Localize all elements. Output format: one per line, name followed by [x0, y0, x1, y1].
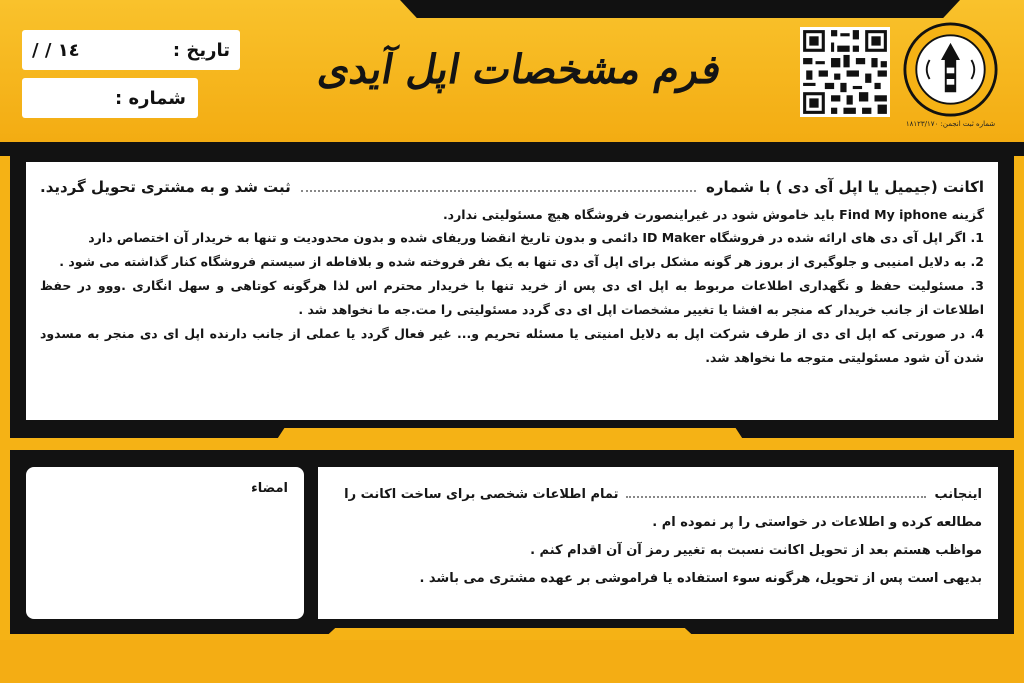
date-value: ١٤ / / — [32, 39, 80, 61]
middle-notch — [270, 428, 750, 450]
declaration-start: اینجانب — [934, 487, 982, 502]
declaration-end: تمام اطلاعات شخصی برای ساخت اکانت را — [344, 487, 619, 502]
date-label: تاریخ : — [172, 39, 230, 61]
declaration-line: مواظب هستم بعد از تحویل اکانت نسبت به تغییر رمز آن آن اقدام کنم . — [530, 543, 982, 558]
declaration-line: مطالعه کرده و اطلاعات در خواستی را پر نموده ام . — [652, 515, 982, 530]
signature-box[interactable] — [26, 467, 304, 619]
declaration-box — [318, 467, 998, 619]
number-field[interactable] — [22, 78, 198, 118]
footer-band — [0, 640, 1024, 683]
account-heading-start: اکانت (جیمیل یا اپل آی دی ) با شماره — [706, 178, 984, 196]
rule-item: 1. اگر اپل آی دی های ارائه شده در فروشگاه ID Maker دائمی و بدون تاریخ انقضا وریفای شده و بدون محدودیت و تنها به خریدار آن اختصاص دارد — [88, 230, 984, 245]
rule-item: 3. مسئولیت حفظ و نگهداری اطلاعات مربوط به اپل ای دی پس از خرید تنها با خریدار محترم اس لذا هرگونه کوتاهی و سهل انگاری .ووو در حفظ اطلاعات از جانب خریدار که منجر به افشا یا تغییر مشخصات اپل ای دی گردد مسئولیتی را مت.جه ما نخواهد شد . — [40, 278, 984, 317]
account-heading-end: ثبت شد و به مشتری تحویل گردید. — [40, 178, 291, 196]
account-number-blank[interactable] — [301, 182, 696, 192]
find-my-iphone-note: گزینه Find My iphone باید خاموش شود در غیراینصورت فروشگاه هیچ مسئولیتی ندارد. — [442, 207, 984, 222]
name-blank[interactable] — [626, 488, 926, 498]
terms-panel — [26, 162, 998, 420]
header-top-band — [400, 0, 960, 18]
rule-item: 2. به دلایل امنیبی و جلوگیری از بروز هر گونه مشکل برای اپل آی دی تنها به یک نفر فروخته شده و بلافاطه از سیستم فروشگاه کنار گذاشته می شود . — [59, 254, 984, 269]
signature-label: امضاء — [251, 481, 288, 496]
declaration-first-line — [334, 481, 982, 509]
rule-item: 4. در صورتی که اپل ای دی از طرف شرکت اپل به دلایل امنیتی یا مسئله تحریم و... غیر فعال گردد یا عملی از جانب دارنده اپل ای دی منجر به مسدود شدن آن شود مسئولیتی متوجه ما نخواهد شد. — [40, 326, 984, 365]
account-heading — [40, 178, 984, 196]
qr-code-icon — [800, 27, 890, 117]
number-label: شماره : — [115, 87, 186, 109]
date-field[interactable] — [22, 30, 240, 70]
seal-caption: شماره ثبت انجمن: ۱۸۱۲۳/۱۷۰ — [905, 120, 996, 128]
declaration-line: بدیهی است پس از تحویل، هرگونه سوء استفاده یا فراموشی بر عهده مشتری می باشد . — [419, 571, 982, 586]
form-title: فرم مشخصات اپل آیدی — [314, 46, 726, 93]
association-seal-icon — [903, 22, 998, 117]
